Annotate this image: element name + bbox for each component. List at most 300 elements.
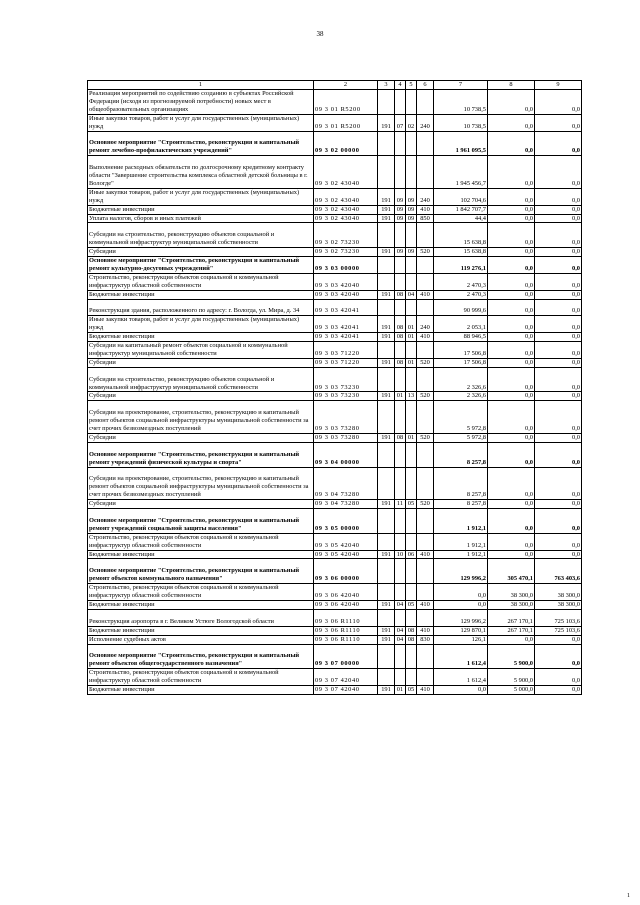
row-value-col8: 0,0 xyxy=(488,550,535,559)
row-value-col9: 0,0 xyxy=(535,367,582,392)
table-row xyxy=(88,533,582,550)
row-section xyxy=(395,342,406,359)
row-admin-code: 191 xyxy=(378,433,395,442)
row-target-code: 09 3 03 42040 xyxy=(314,290,378,299)
row-admin-code: 191 xyxy=(378,686,395,695)
row-subsection: 05 xyxy=(406,500,417,509)
row-subsection xyxy=(406,223,417,248)
row-value-col8: 0,0 xyxy=(488,290,535,299)
table-row xyxy=(88,90,582,115)
row-name: Уплата налогов, сборов и иных платежей xyxy=(88,214,314,223)
row-subsection xyxy=(406,299,417,316)
row-name: Бюджетные инвестиции xyxy=(88,550,314,559)
row-value-col7: 1 842 707,7 xyxy=(434,205,488,214)
row-value-col7: 2 326,6 xyxy=(434,392,488,401)
row-value-col8: 0,0 xyxy=(488,342,535,359)
row-value-col8: 267 170,1 xyxy=(488,609,535,626)
table-row xyxy=(88,550,582,559)
row-value-col8: 0,0 xyxy=(488,500,535,509)
row-admin-code: 191 xyxy=(378,500,395,509)
row-section xyxy=(395,559,406,584)
row-admin-code: 191 xyxy=(378,214,395,223)
row-subsection xyxy=(406,669,417,686)
table-row xyxy=(88,509,582,534)
row-admin-code: 191 xyxy=(378,626,395,635)
row-section xyxy=(395,223,406,248)
row-admin-code xyxy=(378,467,395,500)
row-value-col9: 38 300,0 xyxy=(535,584,582,601)
row-value-col7: 1 912,1 xyxy=(434,533,488,550)
row-value-col7: 2 470,3 xyxy=(434,290,488,299)
row-target-code: 09 3 05 00000 xyxy=(314,509,378,534)
table-row xyxy=(88,188,582,205)
column-header-1: 1 xyxy=(88,81,314,90)
row-name: Строительство, реконструкция объектов социальной и коммунальной инфраструктур областной собственности xyxy=(88,533,314,550)
row-section xyxy=(395,257,406,274)
row-value-col9: 0,0 xyxy=(535,669,582,686)
row-value-col8: 38 300,0 xyxy=(488,584,535,601)
row-value-col7: 119 276,1 xyxy=(434,257,488,274)
row-target-code: 09 3 03 73230 xyxy=(314,392,378,401)
table-row xyxy=(88,467,582,500)
row-name: Основное мероприятие "Строительство, реконструкция и капитальный ремонт учреждений социальной защиты населения" xyxy=(88,509,314,534)
row-value-col8: 0,0 xyxy=(488,433,535,442)
row-value-col8: 305 470,1 xyxy=(488,559,535,584)
table-row xyxy=(88,316,582,333)
row-value-col7: 0,0 xyxy=(434,686,488,695)
row-name: Субсидии на капитальный ремонт объектов социальной и коммунальной инфраструктур муниципальной собственности xyxy=(88,342,314,359)
row-section xyxy=(395,401,406,434)
row-expense-type xyxy=(417,299,434,316)
row-value-col8: 5 000,0 xyxy=(488,686,535,695)
table-row xyxy=(88,214,582,223)
row-value-col7: 0,0 xyxy=(434,600,488,609)
row-target-code: 09 3 03 00000 xyxy=(314,257,378,274)
row-name: Основное мероприятие "Строительство, реконструкция и капитальный ремонт объектов коммунального назначения" xyxy=(88,559,314,584)
row-expense-type xyxy=(417,367,434,392)
row-subsection: 01 xyxy=(406,316,417,333)
row-value-col7: 17 506,8 xyxy=(434,342,488,359)
table-row xyxy=(88,358,582,367)
row-target-code: 09 3 04 00000 xyxy=(314,442,378,467)
row-target-code: 09 3 06 42040 xyxy=(314,584,378,601)
row-target-code: 09 3 04 73280 xyxy=(314,500,378,509)
row-value-col9: 0,0 xyxy=(535,550,582,559)
row-expense-type: 520 xyxy=(417,392,434,401)
row-expense-type xyxy=(417,156,434,189)
row-value-col7: 1 612,4 xyxy=(434,669,488,686)
row-subsection: 01 xyxy=(406,433,417,442)
row-name: Реализация мероприятий по содействию созданию в субъектах Российской Федерации (исходя из прогнозируемой потребности) новых мест в общеобразовательных организациях xyxy=(88,90,314,115)
row-value-col9: 0,0 xyxy=(535,290,582,299)
table-row xyxy=(88,635,582,644)
row-subsection xyxy=(406,559,417,584)
row-subsection: 05 xyxy=(406,686,417,695)
row-expense-type: 850 xyxy=(417,214,434,223)
row-admin-code xyxy=(378,533,395,550)
row-name: Субсидии на проектирование, строительство, реконструкцию и капитальный ремонт объектов социальной инфраструктуры муниципальной собственности за счет прочих безвозмездных поступлений xyxy=(88,401,314,434)
row-admin-code: 191 xyxy=(378,316,395,333)
row-subsection xyxy=(406,401,417,434)
row-name: Субсидии на строительство, реконструкцию объектов социальной и коммунальной инфраструктур муниципальной собственности xyxy=(88,223,314,248)
table-row xyxy=(88,273,582,290)
row-name: Бюджетные инвестиции xyxy=(88,686,314,695)
row-name: Бюджетные инвестиции xyxy=(88,626,314,635)
table-row xyxy=(88,205,582,214)
row-section xyxy=(395,467,406,500)
row-subsection: 05 xyxy=(406,600,417,609)
row-expense-type xyxy=(417,273,434,290)
row-admin-code xyxy=(378,509,395,534)
row-value-col9: 0,0 xyxy=(535,214,582,223)
row-subsection: 02 xyxy=(406,114,417,131)
row-admin-code xyxy=(378,669,395,686)
row-name: Субсидии на проектирование, строительство, реконструкцию и капитальный ремонт объектов социальной инфраструктуры муниципальной собственности за счет прочих безвозмездных поступлений xyxy=(88,467,314,500)
row-value-col8: 0,0 xyxy=(488,205,535,214)
row-admin-code: 191 xyxy=(378,114,395,131)
row-value-col9: 0,0 xyxy=(535,205,582,214)
row-admin-code xyxy=(378,609,395,626)
row-name: Строительство, реконструкция объектов социальной и коммунальной инфраструктур областной собственности xyxy=(88,273,314,290)
row-admin-code xyxy=(378,342,395,359)
table-row xyxy=(88,392,582,401)
row-value-col8: 0,0 xyxy=(488,299,535,316)
row-section: 08 xyxy=(395,316,406,333)
table-row xyxy=(88,644,582,669)
table-row xyxy=(88,686,582,695)
row-admin-code: 191 xyxy=(378,333,395,342)
row-name: Субсидии xyxy=(88,433,314,442)
row-value-col8: 0,0 xyxy=(488,156,535,189)
row-admin-code xyxy=(378,156,395,189)
row-expense-type xyxy=(417,509,434,534)
row-target-code: 09 3 03 71220 xyxy=(314,358,378,367)
column-header-8: 8 xyxy=(488,81,535,90)
row-target-code: 09 3 02 00000 xyxy=(314,131,378,156)
row-value-col8: 0,0 xyxy=(488,257,535,274)
row-admin-code xyxy=(378,90,395,115)
row-subsection xyxy=(406,131,417,156)
row-value-col9: 0,0 xyxy=(535,442,582,467)
row-admin-code xyxy=(378,223,395,248)
row-value-col9: 38 300,0 xyxy=(535,600,582,609)
row-value-col8: 0,0 xyxy=(488,90,535,115)
row-subsection xyxy=(406,273,417,290)
row-subsection xyxy=(406,367,417,392)
row-name: Бюджетные инвестиции xyxy=(88,333,314,342)
row-value-col8: 0,0 xyxy=(488,316,535,333)
row-subsection: 09 xyxy=(406,214,417,223)
table-row xyxy=(88,333,582,342)
row-value-col8: 0,0 xyxy=(488,333,535,342)
row-target-code: 09 3 01 R5200 xyxy=(314,90,378,115)
row-value-col9: 0,0 xyxy=(535,533,582,550)
row-section xyxy=(395,644,406,669)
row-section xyxy=(395,669,406,686)
column-header-9: 9 xyxy=(535,81,582,90)
row-target-code: 09 3 02 43040 xyxy=(314,214,378,223)
row-section xyxy=(395,367,406,392)
budget-table xyxy=(87,80,582,695)
table-header-row xyxy=(88,81,582,90)
row-section xyxy=(395,90,406,115)
row-admin-code xyxy=(378,442,395,467)
row-target-code: 09 3 02 43040 xyxy=(314,156,378,189)
row-value-col9: 725 103,6 xyxy=(535,626,582,635)
row-admin-code xyxy=(378,367,395,392)
table-row xyxy=(88,223,582,248)
row-value-col8: 0,0 xyxy=(488,367,535,392)
table-row xyxy=(88,257,582,274)
row-value-col8: 0,0 xyxy=(488,533,535,550)
row-target-code: 09 3 05 42040 xyxy=(314,550,378,559)
row-value-col9: 0,0 xyxy=(535,223,582,248)
row-expense-type xyxy=(417,90,434,115)
column-header-4: 4 xyxy=(395,81,406,90)
row-admin-code: 191 xyxy=(378,392,395,401)
row-expense-type xyxy=(417,584,434,601)
row-expense-type: 240 xyxy=(417,316,434,333)
row-expense-type: 410 xyxy=(417,290,434,299)
row-value-col7: 8 257,8 xyxy=(434,442,488,467)
table-row xyxy=(88,626,582,635)
row-name: Основное мероприятие "Строительство, реконструкция и капитальный ремонт культурно-досуговых учреждений" xyxy=(88,257,314,274)
row-value-col7: 2 470,3 xyxy=(434,273,488,290)
row-value-col7: 1 961 095,5 xyxy=(434,131,488,156)
row-subsection: 04 xyxy=(406,290,417,299)
row-expense-type xyxy=(417,644,434,669)
row-section xyxy=(395,533,406,550)
row-value-col7: 102 704,6 xyxy=(434,188,488,205)
row-value-col7: 17 506,8 xyxy=(434,358,488,367)
page-number: 38 xyxy=(316,30,324,38)
row-value-col8: 0,0 xyxy=(488,131,535,156)
row-admin-code: 191 xyxy=(378,600,395,609)
row-expense-type: 410 xyxy=(417,686,434,695)
row-expense-type xyxy=(417,342,434,359)
row-value-col9: 0,0 xyxy=(535,686,582,695)
row-value-col8: 0,0 xyxy=(488,467,535,500)
row-value-col7: 1 912,1 xyxy=(434,550,488,559)
row-target-code: 09 3 06 00000 xyxy=(314,559,378,584)
row-target-code: 09 3 02 43040 xyxy=(314,205,378,214)
row-target-code: 09 3 05 42040 xyxy=(314,533,378,550)
row-section: 09 xyxy=(395,214,406,223)
row-section xyxy=(395,442,406,467)
row-expense-type: 410 xyxy=(417,333,434,342)
row-name: Субсидии xyxy=(88,248,314,257)
row-subsection: 09 xyxy=(406,205,417,214)
row-value-col8: 0,0 xyxy=(488,635,535,644)
row-section: 01 xyxy=(395,392,406,401)
row-section: 07 xyxy=(395,114,406,131)
row-expense-type xyxy=(417,401,434,434)
row-section: 09 xyxy=(395,188,406,205)
row-value-col8: 38 300,0 xyxy=(488,600,535,609)
row-value-col7: 129 870,1 xyxy=(434,626,488,635)
row-section: 08 xyxy=(395,290,406,299)
row-value-col8: 0,0 xyxy=(488,188,535,205)
row-expense-type xyxy=(417,223,434,248)
row-value-col8: 0,0 xyxy=(488,248,535,257)
column-header-2: 2 xyxy=(314,81,378,90)
row-target-code: 09 3 03 73230 xyxy=(314,367,378,392)
row-section: 09 xyxy=(395,248,406,257)
row-admin-code xyxy=(378,401,395,434)
row-name: Основное мероприятие "Строительство, реконструкция и капитальный ремонт лечебно-профилактических учреждений" xyxy=(88,131,314,156)
row-target-code: 09 3 03 71220 xyxy=(314,342,378,359)
row-name: Реконструкция аэропорта в г. Великом Устюге Вологодской области xyxy=(88,609,314,626)
row-target-code: 09 3 01 R5200 xyxy=(314,114,378,131)
row-expense-type: 830 xyxy=(417,635,434,644)
row-target-code: 09 3 07 42040 xyxy=(314,686,378,695)
row-value-col7: 10 738,5 xyxy=(434,90,488,115)
row-subsection xyxy=(406,442,417,467)
row-value-col9: 0,0 xyxy=(535,156,582,189)
row-name: Основное мероприятие "Строительство, реконструкция и капитальный ремонт учреждений физической культуры и спорта" xyxy=(88,442,314,467)
row-section: 08 xyxy=(395,333,406,342)
row-value-col9: 0,0 xyxy=(535,509,582,534)
column-header-7: 7 xyxy=(434,81,488,90)
row-value-col7: 126,1 xyxy=(434,635,488,644)
row-section: 04 xyxy=(395,635,406,644)
row-value-col9: 725 103,6 xyxy=(535,609,582,626)
row-value-col9: 0,0 xyxy=(535,333,582,342)
row-name: Строительство, реконструкция объектов социальной и коммунальной инфраструктур областной собственности xyxy=(88,669,314,686)
row-value-col7: 5 972,8 xyxy=(434,401,488,434)
row-target-code: 09 3 03 73280 xyxy=(314,433,378,442)
row-value-col8: 0,0 xyxy=(488,442,535,467)
row-name: Субсидии xyxy=(88,358,314,367)
row-value-col9: 0,0 xyxy=(535,500,582,509)
row-value-col7: 1 612,4 xyxy=(434,644,488,669)
row-subsection: 06 xyxy=(406,550,417,559)
row-value-col9: 0,0 xyxy=(535,316,582,333)
row-expense-type: 410 xyxy=(417,205,434,214)
row-subsection: 09 xyxy=(406,188,417,205)
row-name: Строительство, реконструкция объектов социальной и коммунальной инфраструктур областной собственности xyxy=(88,584,314,601)
row-section xyxy=(395,156,406,189)
row-expense-type: 410 xyxy=(417,550,434,559)
row-name: Субсидии xyxy=(88,500,314,509)
row-value-col8: 267 170,1 xyxy=(488,626,535,635)
row-subsection xyxy=(406,257,417,274)
row-subsection xyxy=(406,156,417,189)
row-value-col7: 88 946,5 xyxy=(434,333,488,342)
row-value-col9: 0,0 xyxy=(535,114,582,131)
row-expense-type: 240 xyxy=(417,114,434,131)
row-value-col8: 0,0 xyxy=(488,358,535,367)
row-admin-code: 191 xyxy=(378,248,395,257)
row-admin-code xyxy=(378,273,395,290)
row-subsection xyxy=(406,90,417,115)
row-expense-type: 520 xyxy=(417,500,434,509)
row-section: 10 xyxy=(395,550,406,559)
row-subsection xyxy=(406,644,417,669)
row-name: Выполнение расходных обязательств по долгосрочному кредитному контракту области "Завершение строительства комплекса областной детской больницы в г. Вологде" xyxy=(88,156,314,189)
row-value-col7: 5 972,8 xyxy=(434,433,488,442)
table-row xyxy=(88,342,582,359)
row-admin-code: 191 xyxy=(378,188,395,205)
table-row xyxy=(88,669,582,686)
row-section xyxy=(395,273,406,290)
row-section: 08 xyxy=(395,358,406,367)
row-value-col7: 44,4 xyxy=(434,214,488,223)
row-target-code: 09 3 02 43040 xyxy=(314,188,378,205)
row-value-col8: 0,0 xyxy=(488,114,535,131)
row-subsection xyxy=(406,533,417,550)
row-subsection: 13 xyxy=(406,392,417,401)
row-value-col9: 0,0 xyxy=(535,188,582,205)
row-admin-code: 191 xyxy=(378,205,395,214)
row-value-col9: 0,0 xyxy=(535,299,582,316)
table-row xyxy=(88,401,582,434)
row-admin-code xyxy=(378,644,395,669)
row-name: Иные закупки товаров, работ и услуг для государственных (муниципальных) нужд xyxy=(88,114,314,131)
row-subsection: 01 xyxy=(406,358,417,367)
row-name: Субсидии xyxy=(88,392,314,401)
row-subsection xyxy=(406,584,417,601)
row-value-col9: 0,0 xyxy=(535,401,582,434)
row-value-col8: 0,0 xyxy=(488,392,535,401)
row-value-col8: 0,0 xyxy=(488,223,535,248)
row-section xyxy=(395,131,406,156)
row-expense-type: 520 xyxy=(417,433,434,442)
row-target-code: 09 3 03 73280 xyxy=(314,401,378,434)
row-subsection xyxy=(406,467,417,500)
row-value-col9: 0,0 xyxy=(535,635,582,644)
row-target-code: 09 3 03 42041 xyxy=(314,333,378,342)
row-expense-type: 410 xyxy=(417,600,434,609)
row-value-col7: 0,0 xyxy=(434,584,488,601)
row-expense-type xyxy=(417,442,434,467)
row-expense-type: 410 xyxy=(417,626,434,635)
table-row xyxy=(88,433,582,442)
row-admin-code: 191 xyxy=(378,358,395,367)
row-value-col7: 1 945 456,7 xyxy=(434,156,488,189)
column-header-6: 6 xyxy=(417,81,434,90)
row-subsection: 09 xyxy=(406,248,417,257)
row-value-col9: 0,0 xyxy=(535,248,582,257)
row-value-col9: 0,0 xyxy=(535,257,582,274)
row-value-col7: 129 996,2 xyxy=(434,609,488,626)
row-value-col8: 5 900,0 xyxy=(488,669,535,686)
row-name: Реконструкция здания, расположенного по адресу: г. Вологда, ул. Мира, д. 34 xyxy=(88,299,314,316)
row-expense-type xyxy=(417,669,434,686)
row-value-col7: 2 326,6 xyxy=(434,367,488,392)
table-row xyxy=(88,290,582,299)
row-expense-type: 520 xyxy=(417,358,434,367)
row-value-col9: 0,0 xyxy=(535,273,582,290)
row-expense-type xyxy=(417,257,434,274)
table-row xyxy=(88,156,582,189)
row-subsection xyxy=(406,609,417,626)
row-section: 04 xyxy=(395,600,406,609)
row-subsection xyxy=(406,509,417,534)
row-target-code: 09 3 03 42041 xyxy=(314,299,378,316)
row-target-code: 09 3 03 42041 xyxy=(314,316,378,333)
table-row xyxy=(88,609,582,626)
row-admin-code xyxy=(378,299,395,316)
table-row xyxy=(88,299,582,316)
table-row xyxy=(88,500,582,509)
row-name: Иные закупки товаров, работ и услуг для государственных (муниципальных) нужд xyxy=(88,188,314,205)
row-value-col9: 0,0 xyxy=(535,358,582,367)
row-subsection: 08 xyxy=(406,635,417,644)
row-subsection: 08 xyxy=(406,626,417,635)
row-value-col8: 0,0 xyxy=(488,509,535,534)
row-admin-code: 191 xyxy=(378,635,395,644)
